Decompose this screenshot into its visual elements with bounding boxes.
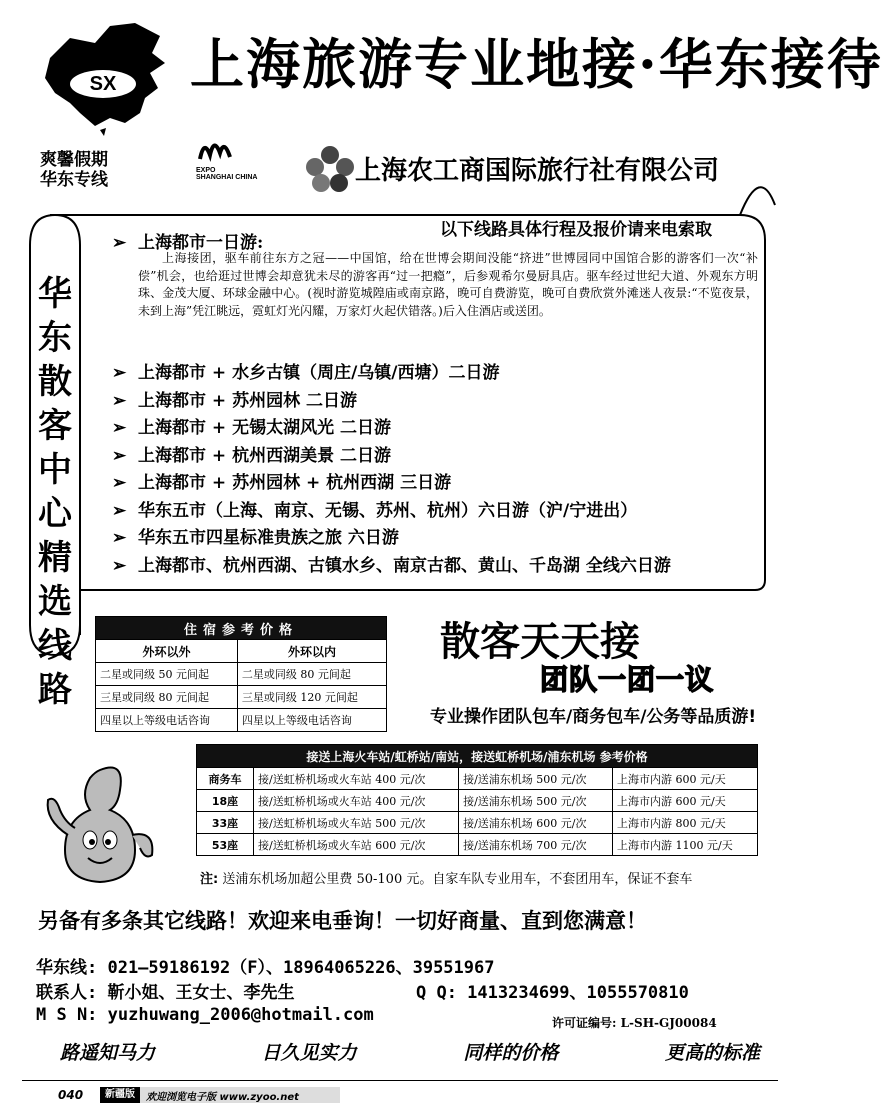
route-text: 华东五市（上海、南京、无锡、苏州、杭州）六日游（沪/宁进出）	[138, 500, 638, 521]
table-cell: 接/送浦东机场 500 元/次	[459, 790, 613, 812]
browse-link[interactable]: 欢迎浏览电子版 www.zyoo.net	[146, 1091, 299, 1103]
route-item	[112, 415, 671, 443]
table-cell: 接/送浦东机场 700 元/次	[459, 834, 613, 856]
table-cell: 三星或同级 80 元间起	[96, 686, 238, 709]
side-char: 华	[38, 274, 72, 314]
table-cell: 上海市内游 800 元/天	[613, 812, 758, 834]
side-char: 客	[38, 406, 72, 446]
brand-tagline	[40, 150, 108, 190]
side-char: 中	[38, 450, 72, 490]
msn-address: M S N: yuzhuwang_2006@hotmail.com	[36, 1005, 374, 1025]
table-row	[197, 790, 758, 812]
motto-row	[60, 1038, 760, 1065]
table-cell: 接/送虹桥机场或火车站 400 元/次	[254, 768, 459, 790]
table-cell: 二星或同级 80 元间起	[237, 663, 386, 686]
table-cell: 二星或同级 50 元间起	[96, 663, 238, 686]
table-row	[96, 686, 387, 709]
tagline-line-1: 爽馨假期	[40, 150, 108, 170]
expo-city: SHANGHAI CHINA	[196, 174, 258, 181]
table-cell: 接/送浦东机场 600 元/次	[459, 812, 613, 834]
vehicle-type: 商务车	[197, 768, 254, 790]
notice-text: 以下线路具体行程及报价请来电索取	[440, 220, 712, 240]
table-cell: 接/送虹桥机场或火车站 400 元/次	[254, 790, 459, 812]
arrow-icon: ➢	[112, 233, 127, 253]
table-cell: 四星以上等级电话咨询	[237, 709, 386, 732]
route-text: 上海都市 + 水乡古镇（周庄/乌镇/西塘）二日游	[138, 363, 500, 383]
table-cell: 上海市内游 600 元/天	[613, 768, 758, 790]
route-item	[112, 553, 671, 581]
side-char: 散	[38, 362, 72, 402]
hotel-header: 外环以外	[96, 640, 238, 663]
motto: 同样的价格	[463, 1042, 559, 1064]
tagline-line-2: 华东专线	[40, 170, 108, 190]
table-cell: 三星或同级 120 元间起	[237, 686, 386, 709]
arrow-icon: ➢	[112, 528, 127, 548]
company-name: 上海农工商国际旅行社有限公司	[355, 156, 720, 186]
promo-subheadline: 团队一团一议	[540, 663, 715, 696]
expo-word: EXPO	[196, 167, 216, 174]
service-line: 专业操作团队包车/商务包车/公务等品质游!	[430, 707, 757, 727]
transfer-price-table	[196, 744, 758, 856]
contact-persons: 联系人: 靳小姐、王女士、李先生	[36, 983, 295, 1003]
slogan: 另备有多条其它线路！欢迎来电垂询！一切好商量、直到您满意！	[38, 908, 647, 933]
hotel-table-caption: 住宿参考价格	[96, 617, 387, 640]
side-vertical-title	[30, 272, 80, 712]
expo-logo	[196, 135, 266, 195]
day1-title-text: 上海都市一日游:	[138, 233, 264, 253]
route-text: 上海都市、杭州西湖、古镇水乡、南京古都、黄山、千岛湖 全线六日游	[138, 555, 671, 576]
arrow-icon: ➢	[112, 500, 127, 521]
license-number: 许可证编号: L-SH-GJ00084	[552, 1016, 717, 1030]
route-text: 上海都市 + 苏州园林 二日游	[138, 390, 357, 411]
arrow-icon: ➢	[112, 418, 127, 438]
footer-divider	[22, 1080, 778, 1081]
vehicle-type: 18座	[197, 790, 254, 812]
route-text: 上海都市 + 苏州园林 + 杭州西湖 三日游	[138, 473, 452, 493]
hotel-header: 外环以内	[237, 640, 386, 663]
map-badge-text: SX	[70, 70, 136, 98]
hotline: 华东线: 021—59186192（F）、18964065226、39551967	[36, 958, 495, 978]
table-row	[197, 768, 758, 790]
route-text: 上海都市 + 杭州西湖美景 二日游	[138, 445, 391, 466]
arrow-icon: ➢	[112, 445, 127, 466]
note-text: 送浦东机场加超公里费 50-100 元。自家车队专业用车，不套团用车，保证不套车	[222, 872, 693, 887]
table-cell: 接/送虹桥机场或火车站 600 元/次	[254, 834, 459, 856]
arrow-icon: ➢	[112, 555, 127, 576]
day1-description: 上海接团，驱车前往东方之冠——中国馆，给在世博会期间没能“挤进”世博园同中国馆合影的游客们一次“补偿”机会，也给逛过世博会却意犹未尽的游客再“过一把瘾”，后参观希尔曼厨具店。驱车经过世纪大道、外观东方明珠、金茂大厦、环球金融中心。(视时游览城隍庙或南京路，晚可自费游览，晚可自费欣赏外滩迷人夜景:“不览夜景，未到上海”凭江眺远，霓虹灯光闪耀，万家灯火起伏错落。)后入住酒店或送团。	[138, 251, 758, 318]
motto: 路遥知马力	[60, 1042, 156, 1064]
footer-band	[100, 1087, 340, 1103]
motto: 更高的标准	[664, 1042, 760, 1064]
note-line	[200, 868, 692, 887]
table-cell: 接/送虹桥机场或火车站 500 元/次	[254, 812, 459, 834]
table-cell: 四星以上等级电话咨询	[96, 709, 238, 732]
table-row	[96, 663, 387, 686]
edition-label: 新疆版	[100, 1087, 140, 1103]
side-char: 精	[38, 538, 72, 578]
qq-numbers: Q Q: 1413234699、1055570810	[416, 983, 689, 1003]
transfer-table-caption: 接送上海火车站/虹桥站/南站，接送虹桥机场/浦东机场 参考价格	[197, 745, 758, 768]
table-cell: 上海市内游 1100 元/天	[613, 834, 758, 856]
route-item	[112, 498, 671, 526]
table-row	[197, 834, 758, 856]
table-cell: 上海市内游 600 元/天	[613, 790, 758, 812]
promo-headline: 散客天天接	[440, 619, 640, 665]
route-text: 上海都市 + 无锡太湖风光 二日游	[138, 418, 391, 438]
side-char: 选	[38, 582, 72, 622]
route-item	[112, 360, 671, 388]
vehicle-type: 53座	[197, 834, 254, 856]
arrow-icon: ➢	[112, 363, 127, 383]
hotel-price-table	[95, 616, 387, 732]
arrow-icon: ➢	[112, 473, 127, 493]
table-cell: 接/送浦东机场 500 元/次	[459, 768, 613, 790]
haibao-mascot-icon	[40, 760, 160, 890]
side-char: 心	[38, 494, 72, 534]
side-char: 路	[38, 670, 72, 710]
table-row	[96, 709, 387, 732]
route-text: 华东五市四星标准贵族之旅 六日游	[138, 528, 399, 548]
page-number: 040	[58, 1088, 84, 1102]
vehicle-type: 33座	[197, 812, 254, 834]
route-item	[112, 525, 671, 553]
motto: 日久见实力	[261, 1042, 357, 1064]
main-title: 上海旅游专业地接·华东接待	[190, 32, 883, 96]
expo-icon	[196, 135, 236, 163]
route-item	[112, 443, 671, 471]
table-row	[197, 812, 758, 834]
route-item	[112, 470, 671, 498]
company-flower-icon	[305, 145, 355, 193]
side-char: 东	[38, 318, 72, 358]
route-list	[112, 360, 671, 580]
note-label: 注:	[200, 872, 219, 887]
arrow-icon: ➢	[112, 390, 127, 411]
route-item	[112, 388, 671, 416]
side-char: 线	[38, 626, 72, 666]
